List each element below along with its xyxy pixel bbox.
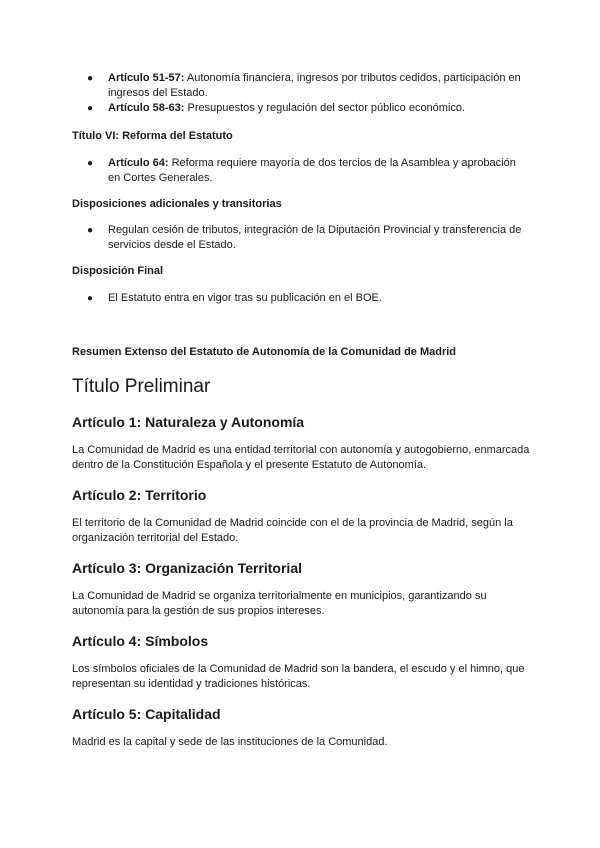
article-paragraph: El territorio de la Comunidad de Madrid coincide con el de la provincia de Madrid, según la organización territorial del Estado. — [72, 517, 513, 544]
article-heading: Artículo 1: Naturaleza y Autonomía — [72, 414, 305, 430]
article-description: Autonomía financiera, ingresos por tributos cedidos, participación en ingresos del Estado. — [108, 72, 521, 99]
section-heading-disposiciones: Disposiciones adicionales y transitorias — [72, 198, 282, 210]
list-item-text — [108, 101, 530, 116]
list-item-text: Regulan cesión de tributos, integración de la Diputación Provincial y transferencia de servicios desde el Estado. — [108, 224, 522, 251]
article-paragraph: Los símbolos oficiales de la Comunidad de Madrid son la bandera, el escudo y el himno, que representan su identidad y tradiciones históricas. — [72, 663, 525, 690]
document-title: Resumen Extenso del Estatuto de Autonomía de la Comunidad de Madrid — [72, 346, 457, 358]
article-heading: Artículo 4: Símbolos — [72, 633, 209, 649]
article-label: Artículo 64: — [108, 157, 169, 169]
article-label: Artículo 58-63: — [108, 102, 185, 114]
article-heading: Artículo 2: Territorio — [72, 487, 207, 503]
list-item-text — [108, 71, 530, 101]
article-paragraph: Madrid es la capital y sede de las instituciones de la Comunidad. — [72, 736, 388, 748]
bullet-icon: ● — [87, 103, 94, 114]
section-heading-disposicion-final: Disposición Final — [72, 265, 164, 277]
article-paragraph: La Comunidad de Madrid se organiza territorialmente en municipios, garantizando su autonomía para la gestión de sus propios intereses. — [72, 590, 487, 617]
bullet-icon: ● — [87, 73, 94, 84]
bullet-icon: ● — [87, 158, 94, 169]
article-label: Artículo 51-57: — [108, 72, 185, 84]
list-item-text: El Estatuto entra en vigor tras su publicación en el BOE. — [108, 292, 382, 304]
article-heading: Artículo 5: Capitalidad — [72, 706, 221, 722]
bullet-icon: ● — [87, 225, 94, 236]
article-description: Presupuestos y regulación del sector público económico. — [184, 102, 466, 114]
section-heading-titulo-vi: Título VI: Reforma del Estatuto — [72, 130, 233, 142]
article-paragraph: La Comunidad de Madrid es una entidad territorial con autonomía y autogobierno, enmarcada dentro de la Constitución Española y el presente Estatuto de Autonomía. — [72, 444, 530, 471]
article-description: Reforma requiere mayoría de dos tercios de la Asamblea y aprobación en Cortes Generales. — [108, 157, 516, 184]
bullet-icon: ● — [87, 293, 94, 304]
list-item-text — [108, 156, 530, 186]
page-title: Título Preliminar — [72, 376, 211, 397]
article-heading: Artículo 3: Organización Territorial — [72, 560, 303, 576]
